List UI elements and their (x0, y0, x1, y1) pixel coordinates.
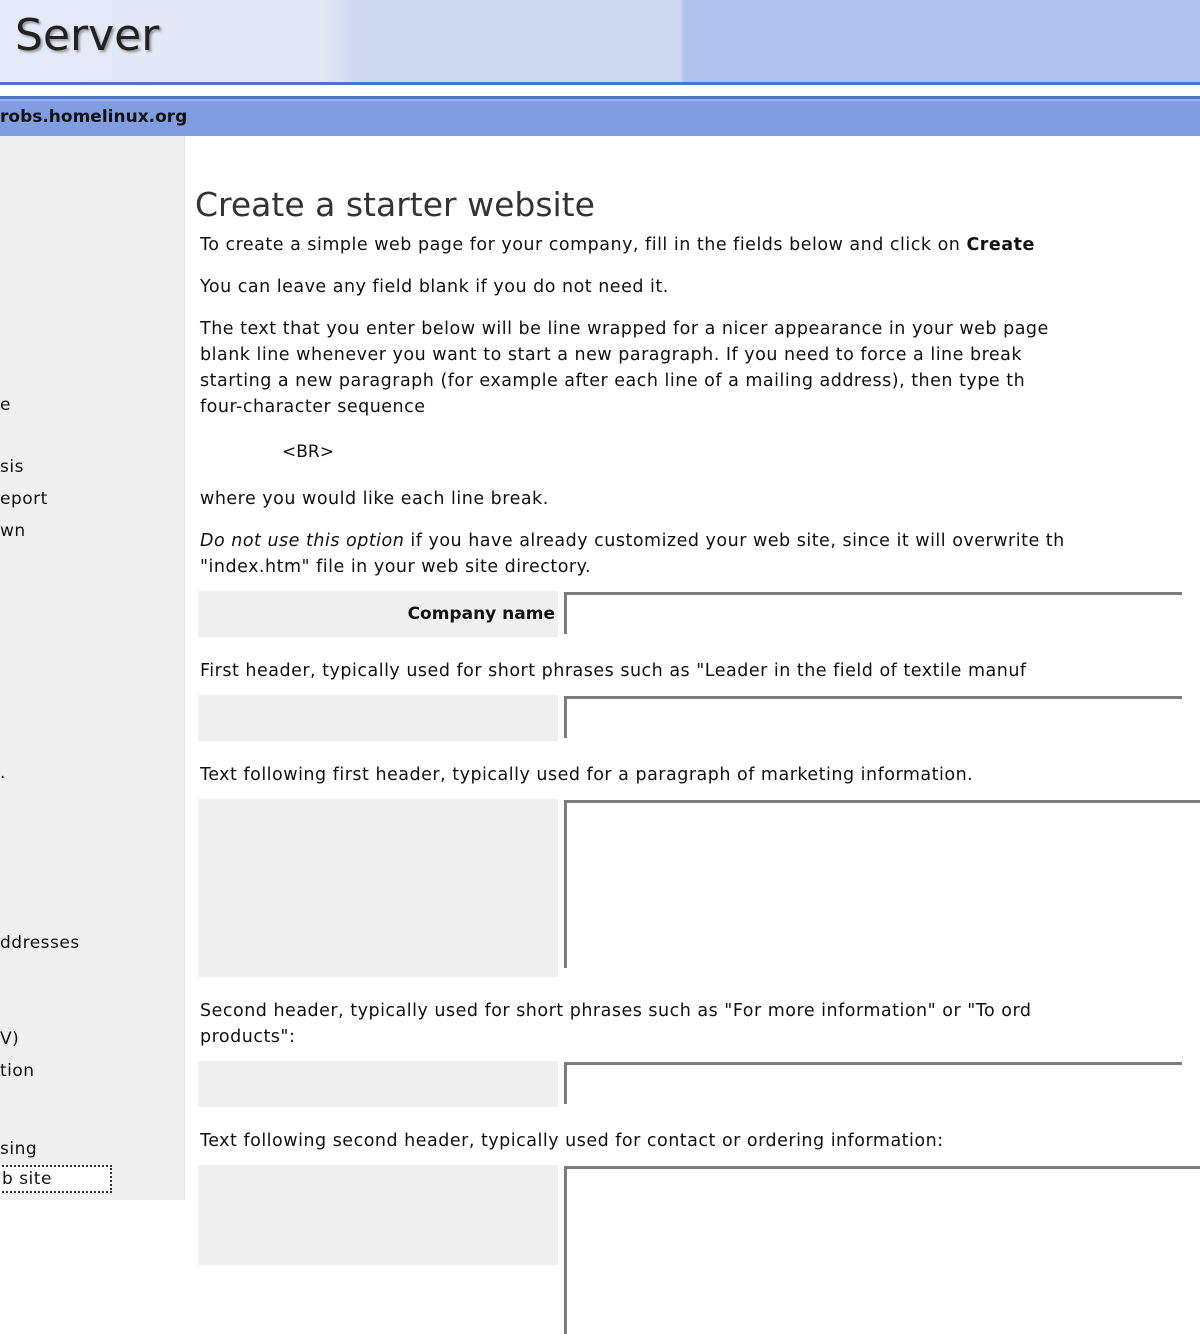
second-header-input[interactable] (564, 1062, 1182, 1104)
warning-emphasis: Do not use this option (200, 531, 405, 551)
sidebar-item[interactable]: sing (0, 1139, 38, 1159)
create-emphasis: Create (966, 235, 1035, 255)
after-br-text: where you would like each line break. (200, 489, 549, 509)
sidebar-item[interactable]: eport (0, 489, 48, 509)
sidebar-item[interactable]: . (0, 763, 6, 783)
first-text-description: Text following first header, typically used for a paragraph of marketing information. (200, 765, 974, 785)
first-header-description: First header, typically used for short phrases such as "Leader in the field of textile manuf (200, 661, 1027, 681)
warning-paragraph-line2: "index.htm" file in your web site directory. (200, 557, 592, 577)
intro-paragraph-1: To create a simple web page for your company, fill in the fields below and click on Create (200, 235, 1035, 255)
sidebar-item[interactable]: wn (0, 521, 26, 541)
first-header-label-cell (198, 695, 558, 741)
app-title: Server (15, 10, 160, 61)
second-text-textarea[interactable] (564, 1166, 1200, 1334)
intro-paragraph-2: You can leave any field blank if you do not need it. (200, 277, 669, 297)
sidebar-item[interactable]: V) (0, 1029, 20, 1049)
second-header-description-line2: products": (200, 1027, 296, 1047)
hostname-label: robs.homelinux.org (0, 107, 188, 127)
second-text-label-cell (198, 1165, 558, 1265)
first-text-textarea[interactable] (564, 800, 1200, 968)
sidebar-item[interactable]: e (0, 395, 11, 415)
sidebar-nav (0, 136, 185, 1200)
sidebar-item-create-starter-website[interactable]: b site (0, 1165, 112, 1193)
company-name-label-cell (198, 591, 558, 637)
second-header-label-cell (198, 1061, 558, 1107)
first-header-input[interactable] (564, 696, 1182, 738)
page-title: Create a starter website (195, 185, 595, 225)
warning-paragraph: Do not use this option if you have already customized your web site, since it will overwrite th (200, 531, 1065, 551)
wrap-paragraph-line: blank line whenever you want to start a new paragraph. If you need to force a line break (200, 345, 1023, 365)
company-name-input[interactable] (564, 592, 1182, 634)
first-text-label-cell (198, 799, 558, 977)
wrap-paragraph-line: four-character sequence (200, 397, 426, 417)
sidebar-item[interactable]: tion (0, 1061, 35, 1081)
sidebar-item[interactable]: ddresses (0, 933, 80, 953)
hostname-bar (0, 99, 1200, 136)
banner-divider-gap (0, 85, 1200, 96)
wrap-paragraph-line: The text that you enter below will be line wrapped for a nicer appearance in your web page (200, 319, 1049, 339)
wrap-paragraph-line: starting a new paragraph (for example after each line of a mailing address), then type th (200, 371, 1026, 391)
second-header-description: Second header, typically used for short phrases such as "For more information" or "To ord (200, 1001, 1032, 1021)
sidebar-item[interactable]: sis (0, 457, 24, 477)
header-banner (0, 0, 1200, 82)
company-name-label: Company name (407, 604, 555, 624)
second-text-description: Text following second header, typically used for contact or ordering information: (200, 1131, 944, 1151)
br-code-sample: <BR> (282, 442, 334, 462)
